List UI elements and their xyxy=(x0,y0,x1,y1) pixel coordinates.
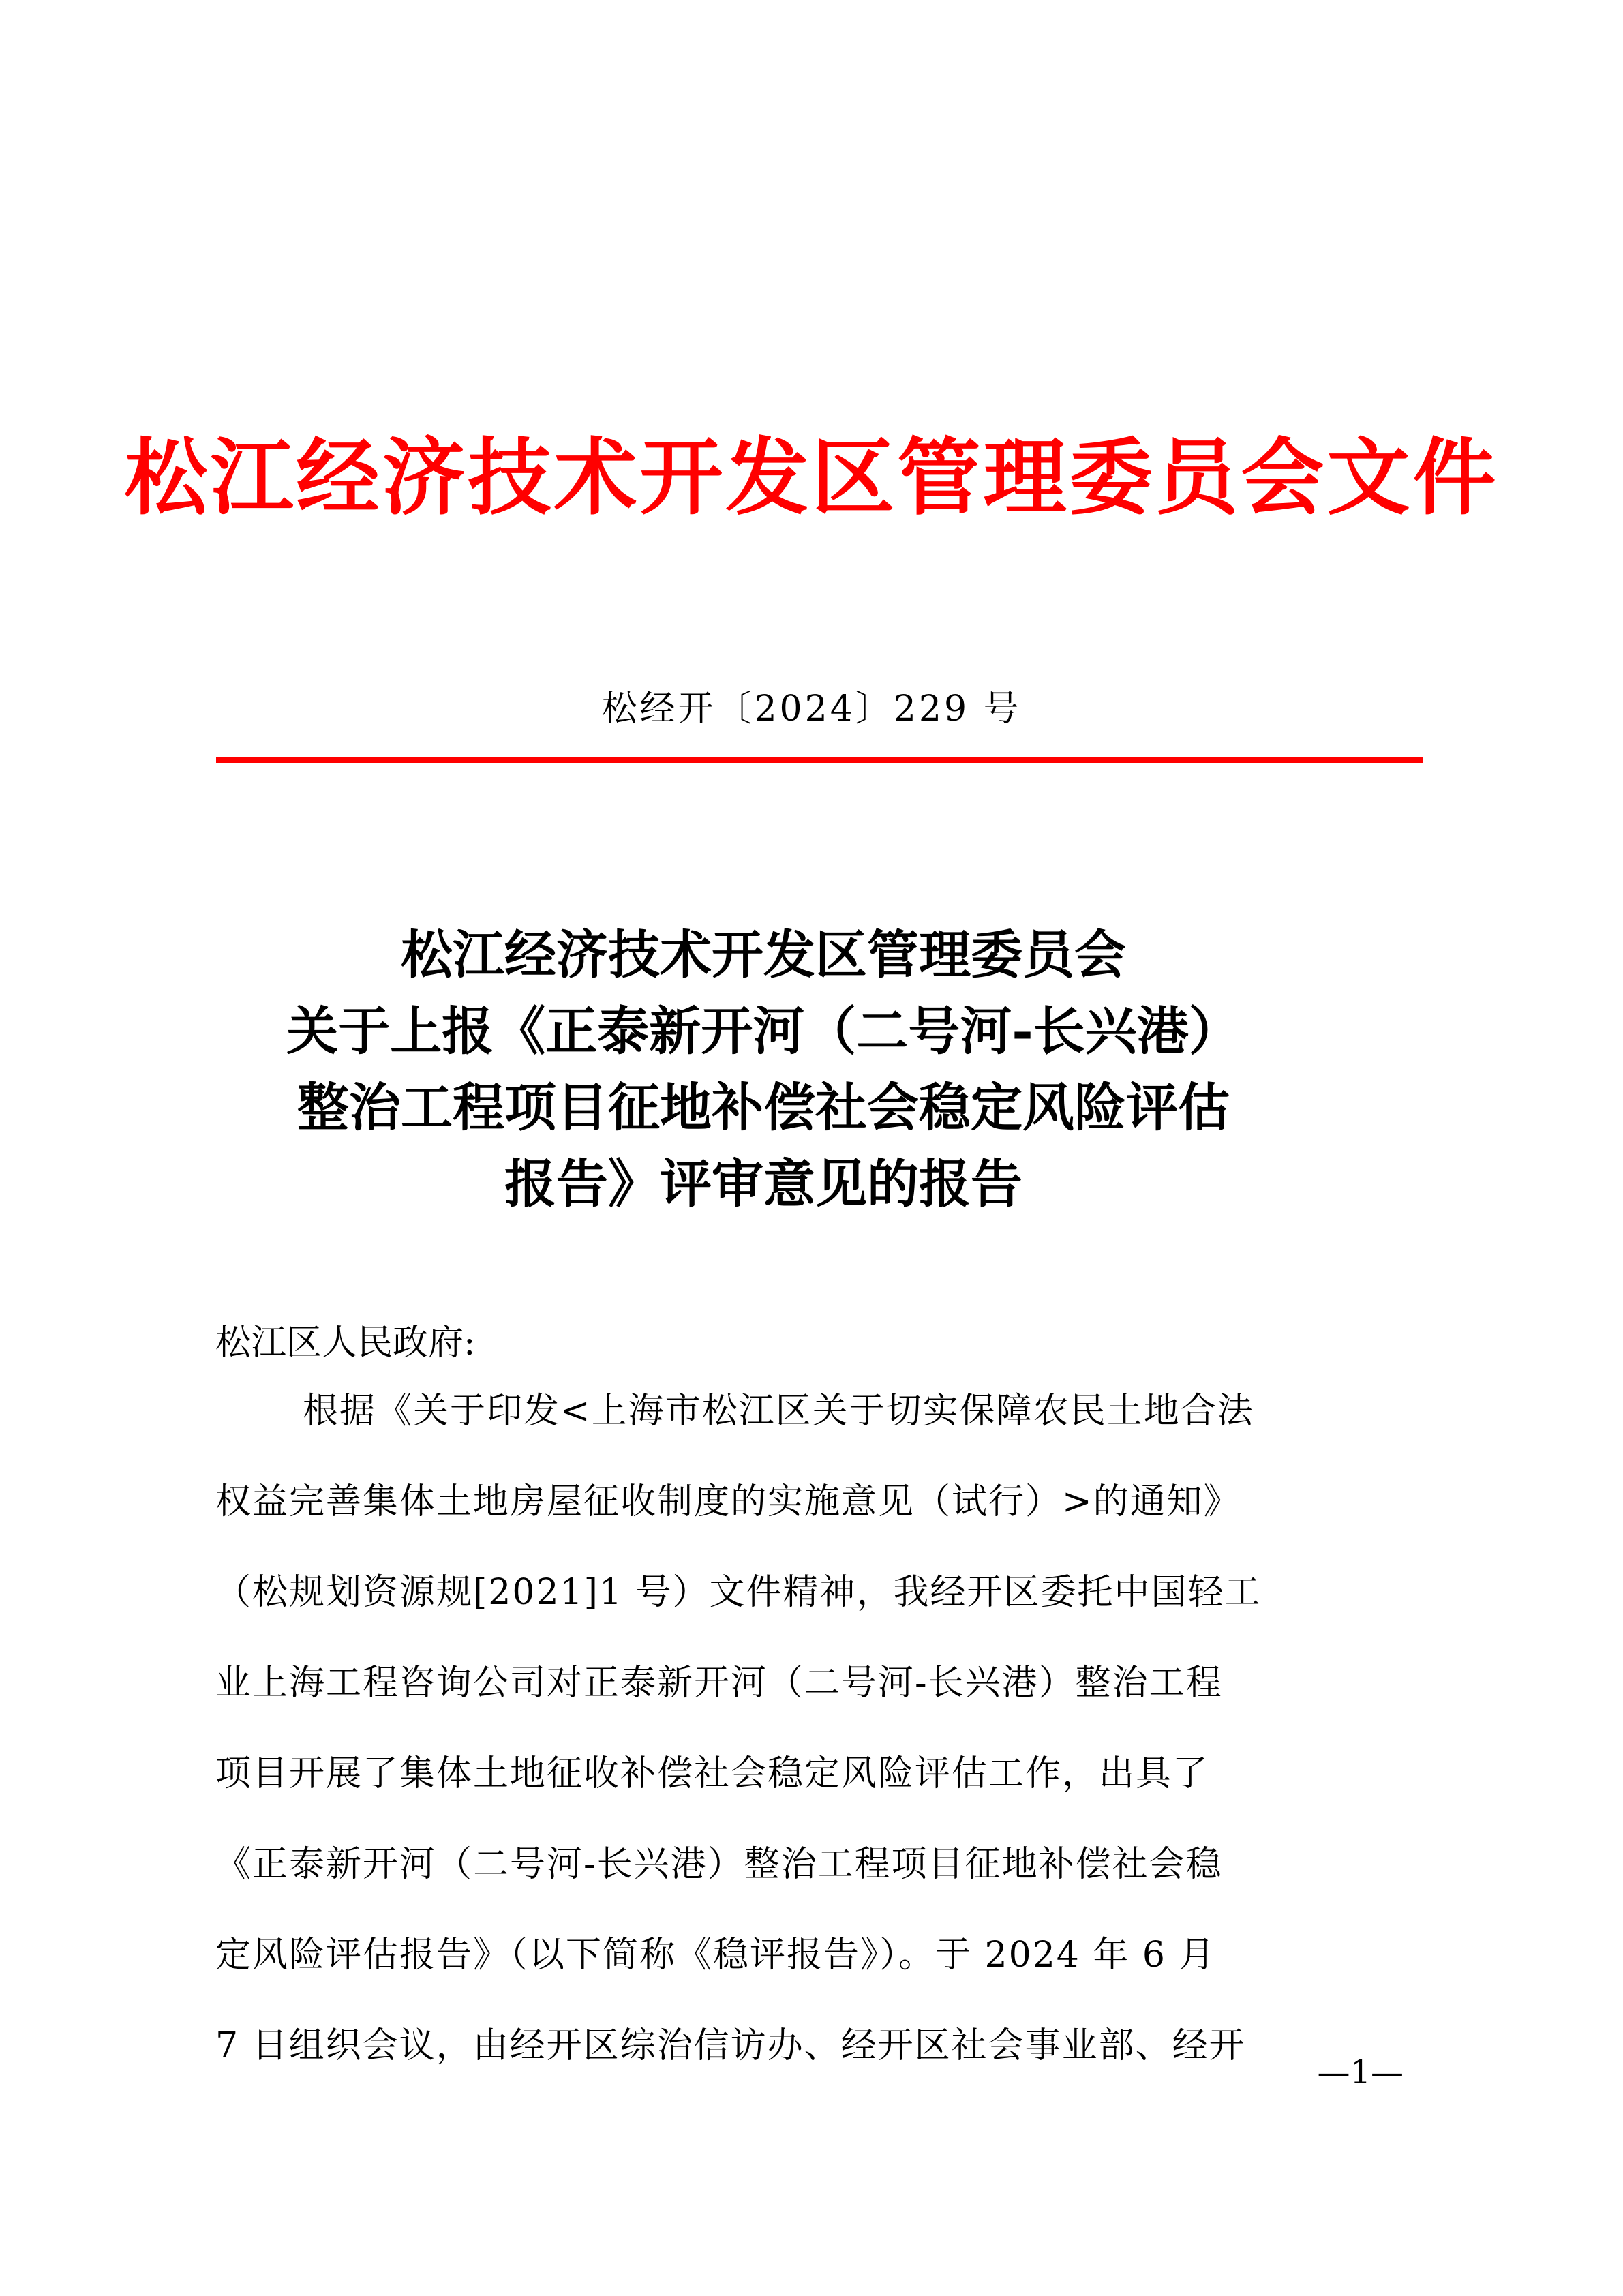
body-paragraph xyxy=(215,1387,1429,2113)
body-line: 业上海工程咨询公司对正泰新开河（二号河-长兴港）整治工程 xyxy=(215,1663,1223,1704)
body-line: 7 日组织会议，由经开区综治信访办、经开区社会事业部、经开 xyxy=(215,2025,1246,2066)
title-line: 松江经济技术开发区管理委员会 xyxy=(401,924,1126,985)
document-title xyxy=(191,917,1336,1222)
red-divider-rule xyxy=(216,757,1423,763)
body-line: 根据《关于印发<上海市松江区关于切实保障农民土地合法 xyxy=(303,1391,1254,1432)
title-line: 整治工程项目征地补偿社会稳定风险评估 xyxy=(297,1077,1230,1138)
body-line: （松规划资源规[2021]1 号）文件精神，我经开区委托中国轻工 xyxy=(215,1572,1262,1613)
body-line: 项目开展了集体土地征收补偿社会稳定风险评估工作，出具了 xyxy=(215,1753,1210,1794)
document-masthead: 松江经济技术开发区管理委员会文件 xyxy=(124,428,1499,526)
body-line: 定风险评估报告》（以下简称《稳评报告》）。于 2024 年 6 月 xyxy=(215,1935,1216,1976)
title-line: 报告》评审意见的报告 xyxy=(504,1153,1022,1214)
body-line: 权益完善集体土地房屋征收制度的实施意见（试行）>的通知》 xyxy=(215,1481,1241,1522)
addressee: 松江区人民政府: xyxy=(215,1323,476,1363)
page-number: —1— xyxy=(1317,2053,1404,2091)
body-line: 《正泰新开河（二号河-长兴港）整治工程项目征地补偿社会稳 xyxy=(215,1844,1223,1885)
document-number: 松经开〔2024〕229 号 xyxy=(601,689,1022,729)
title-line: 关于上报《正泰新开河（二号河-长兴港） xyxy=(286,1001,1241,1061)
